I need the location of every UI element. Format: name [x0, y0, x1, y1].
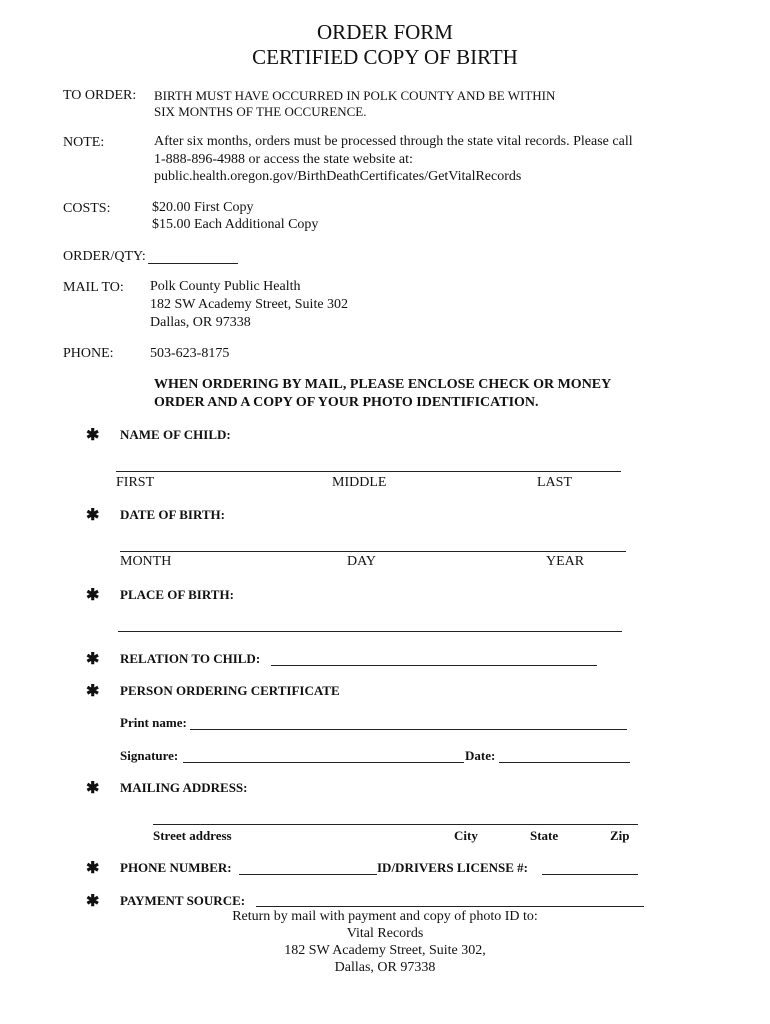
required-star-icon: ✱: [86, 587, 100, 604]
note-text-2: 1-888-896-4988 or access the state website at:: [154, 152, 413, 167]
form-title: ORDER FORM: [317, 20, 453, 44]
date-label: Date:: [465, 748, 496, 763]
footer-return-instruction: Return by mail with payment and copy of photo ID to:: [232, 909, 538, 924]
payment-source-label: PAYMENT SOURCE:: [120, 893, 246, 908]
dob-year-caption: YEAR: [546, 554, 585, 569]
relation-to-child-label: RELATION TO CHILD:: [120, 651, 261, 666]
date-input-line[interactable]: [499, 762, 630, 763]
signature-label: Signature:: [120, 748, 179, 763]
footer-city: Dallas, OR 97338: [334, 960, 436, 975]
zip-caption: Zip: [610, 828, 630, 843]
city-caption: City: [454, 828, 478, 843]
mail-instruction-1: WHEN ORDERING BY MAIL, PLEASE ENCLOSE CHECK OR MONEY: [154, 377, 612, 392]
signature-input-line[interactable]: [183, 762, 464, 763]
cost-first-copy: $20.00 First Copy: [152, 200, 254, 215]
mail-instruction-2: ORDER AND A COPY OF YOUR PHOTO IDENTIFICATION.: [154, 395, 539, 410]
form-subtitle: CERTIFIED COPY OF BIRTH: [252, 45, 518, 69]
relation-to-child-input-line[interactable]: [271, 665, 597, 666]
date-of-birth-label: DATE OF BIRTH:: [120, 507, 225, 522]
state-caption: State: [530, 828, 559, 843]
costs-label: COSTS:: [63, 201, 111, 216]
dob-day-caption: DAY: [347, 554, 377, 569]
place-of-birth-input-line[interactable]: [118, 631, 622, 632]
required-star-icon: ✱: [86, 507, 100, 524]
mail-to-label: MAIL TO:: [63, 280, 124, 295]
name-first-caption: FIRST: [116, 475, 155, 490]
to-order-text-2: SIX MONTHS OF THE OCCURENCE.: [154, 104, 367, 119]
name-of-child-label: NAME OF CHILD:: [120, 427, 231, 442]
print-name-label: Print name:: [120, 715, 187, 730]
payment-source-input-line[interactable]: [256, 906, 644, 907]
to-order-text-1: BIRTH MUST HAVE OCCURRED IN POLK COUNTY AND BE WITHIN: [154, 88, 556, 103]
id-license-label: ID/DRIVERS LICENSE #:: [377, 860, 528, 875]
order-qty-input-line[interactable]: [148, 263, 238, 264]
print-name-input-line[interactable]: [190, 729, 627, 730]
required-star-icon: ✱: [86, 651, 100, 668]
date-of-birth-input-line[interactable]: [120, 551, 626, 552]
cost-additional-copy: $15.00 Each Additional Copy: [152, 217, 319, 232]
to-order-label: TO ORDER:: [63, 88, 137, 103]
mail-to-line-2: 182 SW Academy Street, Suite 302: [150, 297, 349, 312]
note-text-1: After six months, orders must be processed through the state vital records. Please call: [154, 134, 633, 149]
phone-value: 503-623-8175: [150, 346, 230, 361]
mailing-address-label: MAILING ADDRESS:: [120, 780, 248, 795]
street-address-caption: Street address: [153, 828, 232, 843]
name-of-child-input-line[interactable]: [116, 471, 621, 472]
dob-month-caption: MONTH: [120, 554, 172, 569]
id-license-input-line[interactable]: [542, 874, 638, 875]
name-last-caption: LAST: [537, 475, 572, 490]
order-qty-label: ORDER/QTY:: [63, 249, 146, 264]
footer-street: 182 SW Academy Street, Suite 302,: [284, 943, 486, 958]
place-of-birth-label: PLACE OF BIRTH:: [120, 587, 234, 602]
phone-number-label: PHONE NUMBER:: [120, 860, 232, 875]
mail-to-line-3: Dallas, OR 97338: [150, 315, 251, 330]
phone-number-input-line[interactable]: [239, 874, 377, 875]
mail-to-line-1: Polk County Public Health: [150, 279, 301, 294]
mailing-address-input-line[interactable]: [153, 824, 638, 825]
person-ordering-label: PERSON ORDERING CERTIFICATE: [120, 683, 340, 698]
required-star-icon: ✱: [86, 860, 100, 877]
note-website: public.health.oregon.gov/BirthDeathCertificates/GetVitalRecords: [154, 169, 522, 184]
required-star-icon: ✱: [86, 683, 100, 700]
phone-label: PHONE:: [63, 346, 114, 361]
note-label: NOTE:: [63, 135, 105, 150]
name-middle-caption: MIDDLE: [332, 475, 387, 490]
footer-recipient: Vital Records: [346, 926, 424, 941]
required-star-icon: ✱: [86, 780, 100, 797]
required-star-icon: ✱: [86, 427, 100, 444]
required-star-icon: ✱: [86, 893, 100, 910]
